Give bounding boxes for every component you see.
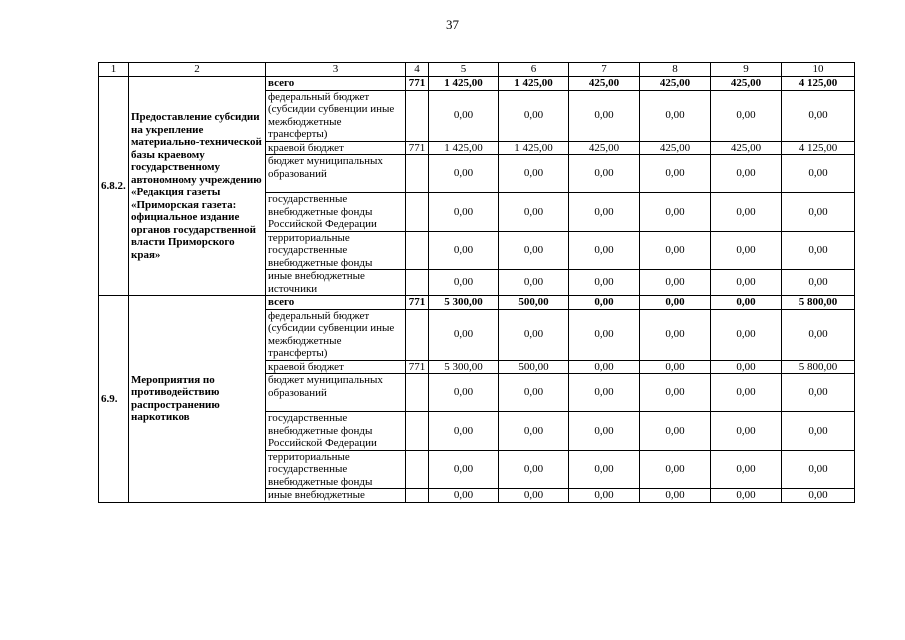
value-cell: 0,00: [429, 193, 499, 232]
value-cell: 425,00: [640, 141, 711, 155]
header-cell: 10: [782, 63, 855, 77]
value-cell: 0,00: [429, 374, 499, 412]
funding-source: всего: [266, 77, 406, 91]
table-row: [99, 77, 855, 91]
value-cell: 5 300,00: [429, 360, 499, 374]
funding-source: иные внебюджетные: [266, 489, 406, 503]
funding-source: бюджет муниципальных образований: [266, 155, 406, 193]
value-cell: 0,00: [640, 155, 711, 193]
value-cell: 0,00: [782, 450, 855, 489]
value-cell: 0,00: [499, 193, 569, 232]
value-cell: 0,00: [569, 193, 640, 232]
value-cell: 0,00: [499, 155, 569, 193]
value-cell: 0,00: [429, 309, 499, 360]
value-cell: 1 425,00: [499, 141, 569, 155]
header-cell: 5: [429, 63, 499, 77]
value-cell: 0,00: [640, 489, 711, 503]
budget-code: [406, 90, 429, 141]
value-cell: 0,00: [429, 231, 499, 270]
activity-name: Предоставление субсидии на укрепление материально-технической базы краевому государственному автономному учреждению «Редакция газеты «Приморская газета: официальное издание органов государственной власти Приморского края»: [129, 77, 266, 296]
value-cell: 5 300,00: [429, 296, 499, 310]
value-cell: 0,00: [569, 374, 640, 412]
value-cell: 0,00: [711, 296, 782, 310]
value-cell: 0,00: [711, 193, 782, 232]
value-cell: 0,00: [640, 231, 711, 270]
value-cell: 0,00: [569, 270, 640, 296]
value-cell: 0,00: [640, 296, 711, 310]
value-cell: 0,00: [499, 270, 569, 296]
value-cell: 0,00: [429, 155, 499, 193]
value-cell: 0,00: [782, 489, 855, 503]
budget-code: 771: [406, 296, 429, 310]
value-cell: 0,00: [711, 489, 782, 503]
value-cell: 0,00: [499, 309, 569, 360]
budget-table: [98, 62, 855, 503]
header-cell: 7: [569, 63, 640, 77]
budget-code: [406, 309, 429, 360]
funding-source: государственные внебюджетные фонды Российской Федерации: [266, 193, 406, 232]
value-cell: 425,00: [711, 141, 782, 155]
value-cell: 0,00: [569, 489, 640, 503]
value-cell: 0,00: [499, 231, 569, 270]
value-cell: 0,00: [711, 374, 782, 412]
value-cell: 0,00: [429, 412, 499, 451]
value-cell: 0,00: [569, 90, 640, 141]
header-cell: 9: [711, 63, 782, 77]
value-cell: 0,00: [711, 450, 782, 489]
value-cell: 0,00: [640, 309, 711, 360]
value-cell: 0,00: [569, 309, 640, 360]
value-cell: 0,00: [640, 193, 711, 232]
budget-code: [406, 412, 429, 451]
value-cell: 0,00: [640, 374, 711, 412]
value-cell: 1 425,00: [429, 77, 499, 91]
value-cell: 0,00: [569, 231, 640, 270]
funding-source: всего: [266, 296, 406, 310]
value-cell: 0,00: [569, 155, 640, 193]
funding-source: государственные внебюджетные фонды Российской Федерации: [266, 412, 406, 451]
value-cell: 0,00: [429, 90, 499, 141]
value-cell: 0,00: [640, 360, 711, 374]
value-cell: 0,00: [782, 412, 855, 451]
value-cell: 425,00: [569, 141, 640, 155]
header-cell: 1: [99, 63, 129, 77]
budget-code: [406, 193, 429, 232]
value-cell: 0,00: [499, 90, 569, 141]
value-cell: 500,00: [499, 360, 569, 374]
value-cell: 0,00: [782, 193, 855, 232]
header-cell: 3: [266, 63, 406, 77]
value-cell: 0,00: [640, 450, 711, 489]
value-cell: 0,00: [711, 412, 782, 451]
budget-code: [406, 374, 429, 412]
header-cell: 6: [499, 63, 569, 77]
value-cell: 0,00: [569, 412, 640, 451]
table-row: [99, 296, 855, 310]
value-cell: 0,00: [569, 450, 640, 489]
page-number: 37: [446, 17, 459, 32]
value-cell: 0,00: [429, 489, 499, 503]
funding-source: краевой бюджет: [266, 141, 406, 155]
value-cell: 0,00: [711, 360, 782, 374]
value-cell: 425,00: [711, 77, 782, 91]
value-cell: 0,00: [782, 155, 855, 193]
value-cell: 0,00: [640, 90, 711, 141]
value-cell: 0,00: [711, 270, 782, 296]
value-cell: 0,00: [499, 450, 569, 489]
value-cell: 0,00: [499, 412, 569, 451]
budget-code: 771: [406, 360, 429, 374]
value-cell: 0,00: [782, 231, 855, 270]
value-cell: 0,00: [429, 270, 499, 296]
header-cell: 4: [406, 63, 429, 77]
budget-code: [406, 489, 429, 503]
budget-code: [406, 155, 429, 193]
budget-code: [406, 231, 429, 270]
funding-source: территориальные государственные внебюджетные фонды: [266, 231, 406, 270]
value-cell: 0,00: [782, 309, 855, 360]
value-cell: 0,00: [429, 450, 499, 489]
header-cell: 2: [129, 63, 266, 77]
value-cell: 0,00: [711, 90, 782, 141]
value-cell: 4 125,00: [782, 77, 855, 91]
value-cell: 0,00: [499, 489, 569, 503]
funding-source: федеральный бюджет (субсидии субвенции иные межбюджетные трансферты): [266, 309, 406, 360]
value-cell: 1 425,00: [429, 141, 499, 155]
value-cell: 425,00: [569, 77, 640, 91]
value-cell: 5 800,00: [782, 296, 855, 310]
value-cell: 0,00: [711, 309, 782, 360]
value-cell: 0,00: [569, 296, 640, 310]
budget-code: [406, 270, 429, 296]
header-cell: 8: [640, 63, 711, 77]
budget-code: 771: [406, 77, 429, 91]
row-index: 6.9.: [99, 296, 129, 503]
value-cell: 0,00: [782, 90, 855, 141]
funding-source: федеральный бюджет (субсидии субвенции иные межбюджетные трансферты): [266, 90, 406, 141]
value-cell: 0,00: [782, 270, 855, 296]
funding-source: бюджет муниципальных образований: [266, 374, 406, 412]
value-cell: 500,00: [499, 296, 569, 310]
header-row: [99, 63, 855, 77]
value-cell: 5 800,00: [782, 360, 855, 374]
budget-code: 771: [406, 141, 429, 155]
funding-source: краевой бюджет: [266, 360, 406, 374]
value-cell: 0,00: [711, 231, 782, 270]
value-cell: 0,00: [640, 412, 711, 451]
value-cell: 0,00: [569, 360, 640, 374]
funding-source: иные внебюджетные источники: [266, 270, 406, 296]
value-cell: 0,00: [499, 374, 569, 412]
value-cell: 0,00: [782, 374, 855, 412]
row-index: 6.8.2.: [99, 77, 129, 296]
activity-name: Мероприятия по противодействию распространению наркотиков: [129, 296, 266, 503]
funding-source: территориальные государственные внебюджетные фонды: [266, 450, 406, 489]
value-cell: 425,00: [640, 77, 711, 91]
value-cell: 4 125,00: [782, 141, 855, 155]
value-cell: 0,00: [640, 270, 711, 296]
value-cell: 0,00: [711, 155, 782, 193]
value-cell: 1 425,00: [499, 77, 569, 91]
budget-code: [406, 450, 429, 489]
